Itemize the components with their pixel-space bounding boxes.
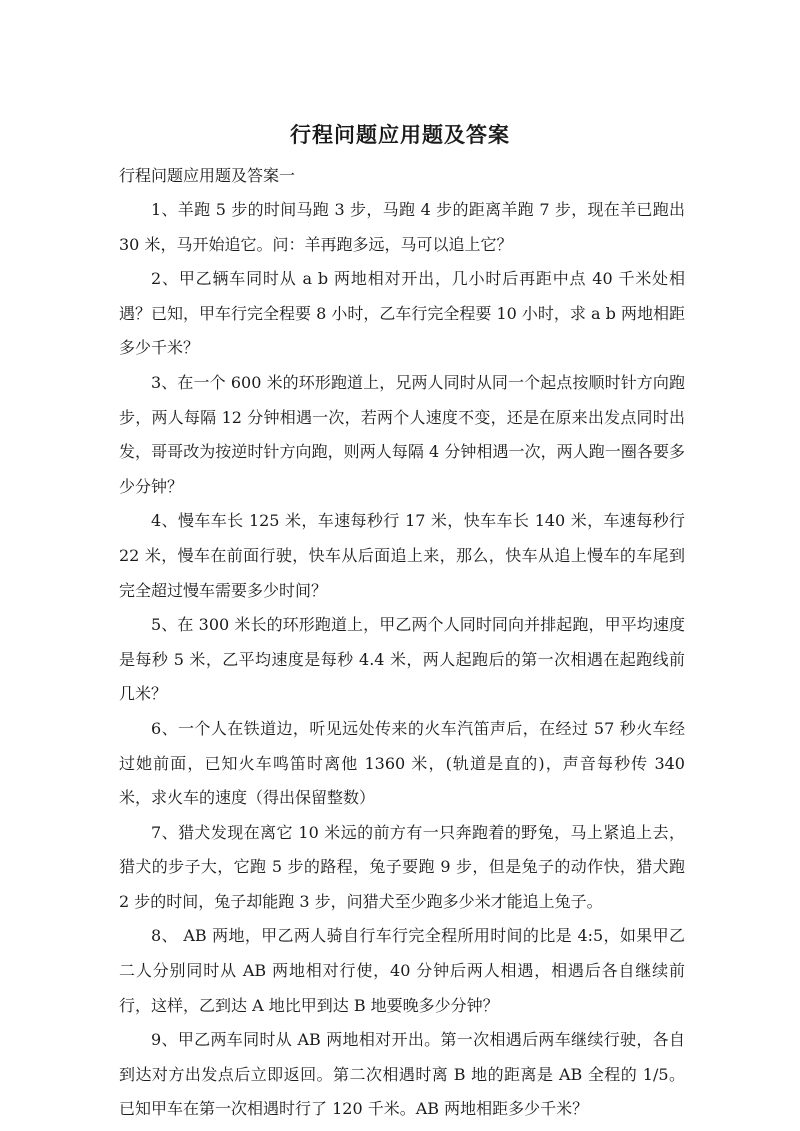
problem-item: 8、 AB 两地，甲乙两人骑自行车行完全程所用时间的比是 4:5，如果甲乙二人分别同时从 AB 两地相对行使，40 分钟后两人相遇，相遇后各自继续前行，这样，乙到达 A 地比甲到达 B 地要晚多少分钟？ xyxy=(119,926,685,1015)
problem-item: 1、羊跑 5 步的时间马跑 3 步，马跑 4 步的距离羊跑 7 步，现在羊已跑出 30 米，马开始追它。问：羊再跑多远，马可以追上它？ xyxy=(119,200,685,254)
problem-item: 3、在一个 600 米的环形跑道上，兄两人同时从同一个起点按顺时针方向跑步，两人每隔 12 分钟相遇一次，若两个人速度不变，还是在原来出发点同时出发，哥哥改为按逆时针方向跑，则两人每隔 4 分钟相遇一次，两人跑一圈各要多少分钟？ xyxy=(119,372,685,496)
section-subtitle: 行程问题应用题及答案一 xyxy=(119,166,296,185)
problem-item: 9、甲乙两车同时从 AB 两地相对开出。第一次相遇后两车继续行驶，各自到达对方出发点后立即返回。第二次相遇时离 B 地的距离是 AB 全程的 1/5。已知甲车在第一次相遇时行了 120 千米。AB 两地相距多少千米？ xyxy=(119,1030,685,1119)
problem-list xyxy=(119,193,685,1127)
problem-item: 2、甲乙辆车同时从 a b 两地相对开出，几小时后再距中点 40 千米处相遇？已知，甲车行完全程要 8 小时，乙车行完全程要 10 小时，求 a b 两地相距多少千米？ xyxy=(119,269,685,358)
page-title: 行程问题应用题及答案 xyxy=(290,123,510,147)
problem-item: 4、慢车车长 125 米，车速每秒行 17 米，快车车长 140 米，车速每秒行 22 米，慢车在前面行驶，快车从后面追上来，那么，快车从追上慢车的车尾到完全超过慢车需要多少时间？ xyxy=(119,511,685,600)
problem-item: 5、在 300 米长的环形跑道上，甲乙两个人同时同向并排起跑，甲平均速度是每秒 5 米，乙平均速度是每秒 4.4 米，两人起跑后的第一次相遇在起跑线前几米？ xyxy=(119,615,685,704)
problem-item: 7、猎犬发现在离它 10 米远的前方有一只奔跑着的野兔，马上紧追上去，猎犬的步子大，它跑 5 步的路程，兔子要跑 9 步，但是兔子的动作快，猎犬跑 2 步的时间，兔子却能跑 3 步，问猎犬至少跑多少米才能追上兔子。 xyxy=(119,822,685,911)
problem-item: 6、一个人在铁道边，听见远处传来的火车汽笛声后，在经过 57 秒火车经过她前面，已知火车鸣笛时离他 1360 米，(轨道是直的)，声音每秒传 340 米，求火车的速度（得出保留整数） xyxy=(119,718,685,808)
